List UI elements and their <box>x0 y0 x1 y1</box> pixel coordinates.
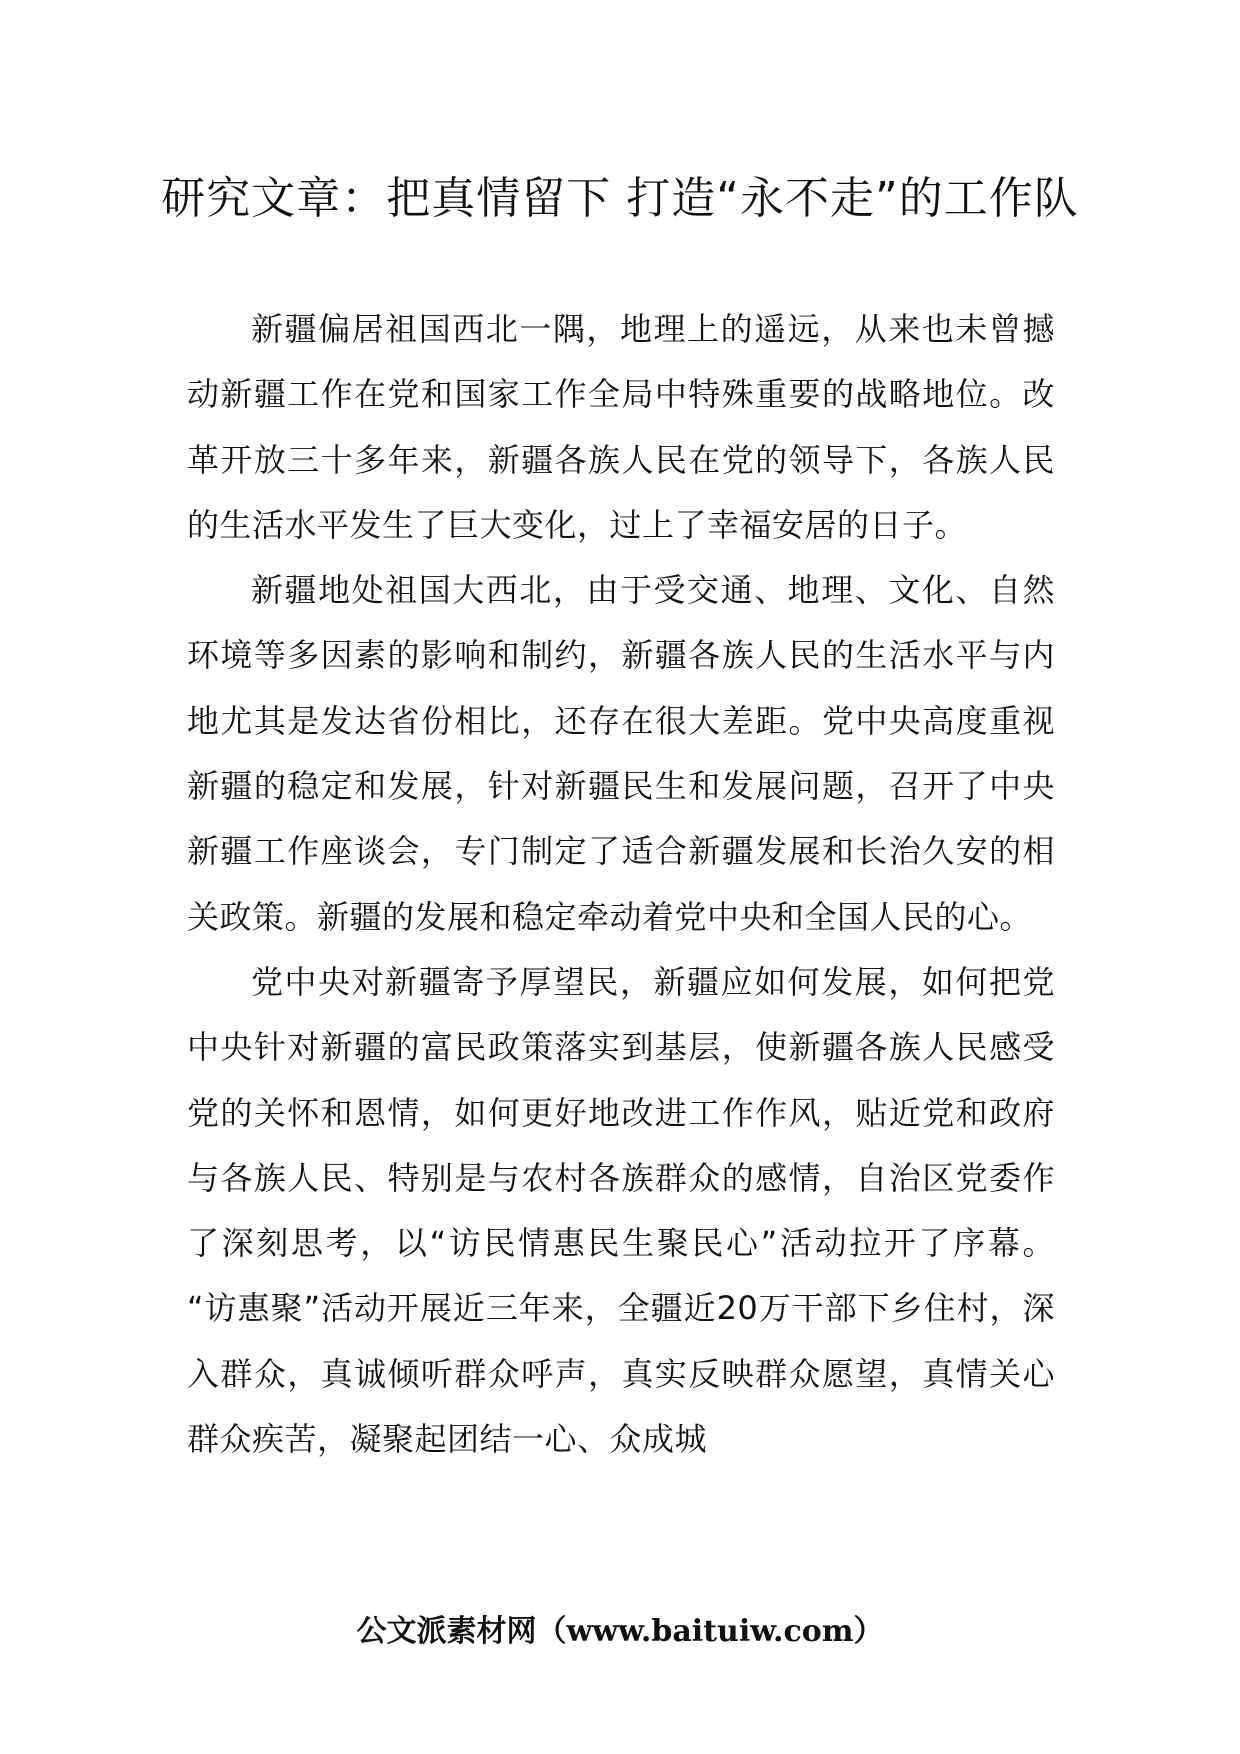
paragraph-3: 党中央对新疆寄予厚望民，新疆应如何发展，如何把党中央针对新疆的富民政策落实到基层，使新疆各族人民感受党的关怀和恩情，如何更好地改进工作作风，贴近党和政府与各族人民、特别是与农村各族群众的感情，自治区党委作了深刻思考，以“访民情惠民生聚民心”活动拉开了序幕。 “访惠聚”活动开展近三年来，全疆近20万干部下乡住村，深入群众，真诚倾听群众呼声，真实反映群众愿望，真情关心群众疾苦，凝聚起团结一心、众成城 <box>187 962 1055 1459</box>
paragraph-1: 新疆偏居祖国西北一隅，地理上的遥远，从来也未曾撼动新疆工作在党和国家工作全局中特殊重要的战略地位。改革开放三十多年来，新疆各族人民在党的领导下，各族人民的生活水平发生了巨大变化，过上了幸福安居的日子。 <box>187 310 1055 544</box>
paragraph-2: 新疆地处祖国大西北，由于受交通、地理、文化、自然环境等多因素的影响和制约，新疆各族人民的生活水平与内地尤其是发达省份相比，还存在很大差距。党中央高度重视新疆的稳定和发展，针对新疆民生和发展问题，召开了中央新疆工作座谈会，专门制定了适合新疆发展和长治久安的相关政策。新疆的发展和稳定牵动着党中央和全国人民的心。 <box>187 571 1055 936</box>
footer-source: 公文派素材网（www.baituiw.com） <box>356 1614 884 1649</box>
document-body <box>187 297 1055 1472</box>
document-title: 研究文章：把真情留下 打造“永不走”的工作队 <box>161 173 1079 224</box>
